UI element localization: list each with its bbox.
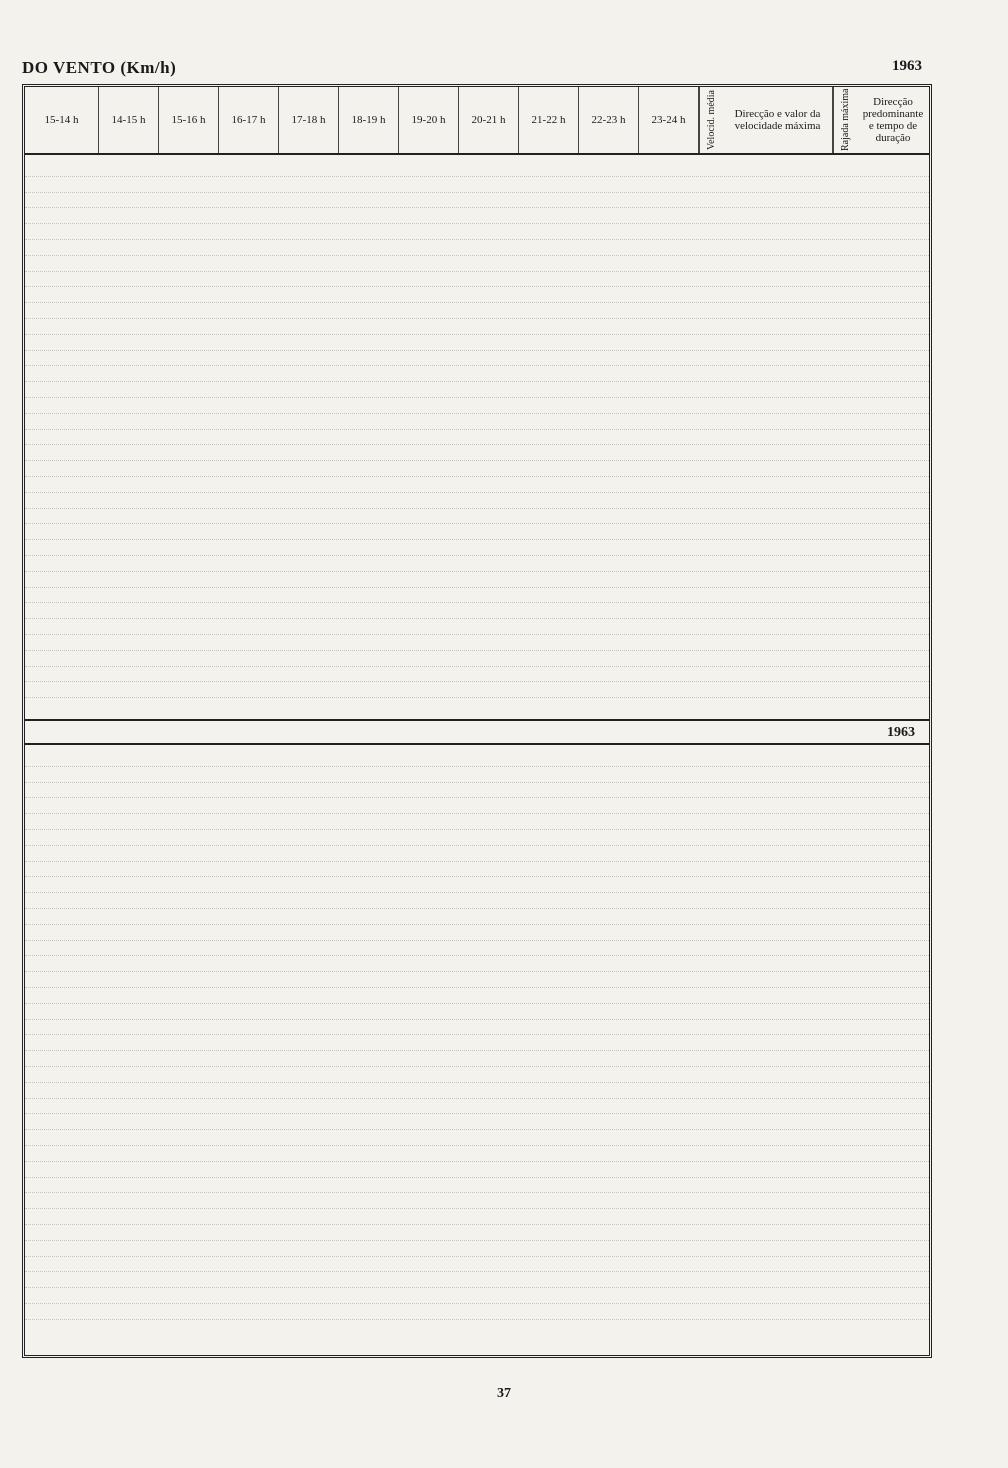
page-title: DO VENTO (Km/h) (22, 58, 177, 77)
table-row (25, 862, 929, 878)
table-row (25, 667, 929, 683)
table-row (25, 1035, 929, 1051)
table-row (25, 972, 929, 988)
table-row (25, 682, 929, 698)
table-row (25, 161, 929, 177)
table-row (25, 477, 929, 493)
table-row (25, 909, 929, 925)
data-table (22, 84, 932, 1358)
table-row (25, 877, 929, 893)
table-row (25, 1020, 929, 1036)
table-row (25, 193, 929, 209)
table-row (25, 287, 929, 303)
table-row (25, 893, 929, 909)
table-row (25, 956, 929, 972)
column-header-hour: 16-17 h (219, 87, 279, 153)
table-row (25, 751, 929, 767)
table-row (25, 430, 929, 446)
table-row (25, 988, 929, 1004)
table-row (25, 846, 929, 862)
table-row (25, 814, 929, 830)
table-row (25, 1004, 929, 1020)
column-header-hour: 14-15 h (99, 87, 159, 153)
column-header-hour: 21-22 h (519, 87, 579, 153)
table-row (25, 830, 929, 846)
column-header-velocidade-media: Velocid. média (699, 87, 723, 153)
table-row (25, 272, 929, 288)
table-row (25, 366, 929, 382)
table-row (25, 1304, 929, 1320)
table-row (25, 556, 929, 572)
table-row (25, 619, 929, 635)
column-header-hour: 20-21 h (459, 87, 519, 153)
column-header-hour: 19-20 h (399, 87, 459, 153)
table-row (25, 1241, 929, 1257)
column-header-rajada: Rajada máxima (833, 87, 857, 153)
table-row (25, 1193, 929, 1209)
column-header-hour: 23-24 h (639, 87, 699, 153)
table-row (25, 1257, 929, 1273)
table-row (25, 509, 929, 525)
column-header-direccao-valor: Direcção e valor da velocidade máxima (723, 87, 833, 153)
table-row (25, 1146, 929, 1162)
table-row (25, 635, 929, 651)
table-row (25, 1114, 929, 1130)
table-row (25, 572, 929, 588)
table-row (25, 1272, 929, 1288)
table-row (25, 256, 929, 272)
table-row (25, 1051, 929, 1067)
table-row (25, 603, 929, 619)
table-row (25, 319, 929, 335)
table-body-upper (25, 161, 929, 698)
table-header (25, 87, 929, 155)
table-row (25, 177, 929, 193)
table-row (25, 925, 929, 941)
table-row (25, 1288, 929, 1304)
table-row (25, 1083, 929, 1099)
table-row (25, 382, 929, 398)
table-row (25, 335, 929, 351)
table-row (25, 303, 929, 319)
table-row (25, 588, 929, 604)
table-row (25, 1209, 929, 1225)
table-body-lower (25, 751, 929, 1320)
column-header-hour: 22-23 h (579, 87, 639, 153)
table-row (25, 414, 929, 430)
table-row (25, 224, 929, 240)
column-header-hour: 15-16 h (159, 87, 219, 153)
table-row (25, 524, 929, 540)
table-row (25, 767, 929, 783)
table-row (25, 651, 929, 667)
table-row (25, 941, 929, 957)
table-row (25, 1225, 929, 1241)
table-row (25, 208, 929, 224)
year-label: 1963 (892, 58, 922, 74)
table-row (25, 540, 929, 556)
year-separator (25, 719, 929, 745)
table-row (25, 783, 929, 799)
table-row (25, 461, 929, 477)
table-row (25, 1178, 929, 1194)
table-row (25, 493, 929, 509)
table-row (25, 798, 929, 814)
table-row (25, 351, 929, 367)
table-row (25, 1067, 929, 1083)
column-header-hour: 15-14 h (25, 87, 99, 153)
column-header-hour: 18-19 h (339, 87, 399, 153)
table-row (25, 240, 929, 256)
table-row (25, 398, 929, 414)
page-number: 37 (497, 1386, 511, 1401)
table-row (25, 1130, 929, 1146)
table-row (25, 1162, 929, 1178)
column-header-direccao-predominante: Direcção predominante e tempo de duração (862, 95, 924, 145)
table-row (25, 445, 929, 461)
year-label-second: 1963 (887, 725, 915, 740)
column-header-hour: 17-18 h (279, 87, 339, 153)
table-row (25, 1099, 929, 1115)
